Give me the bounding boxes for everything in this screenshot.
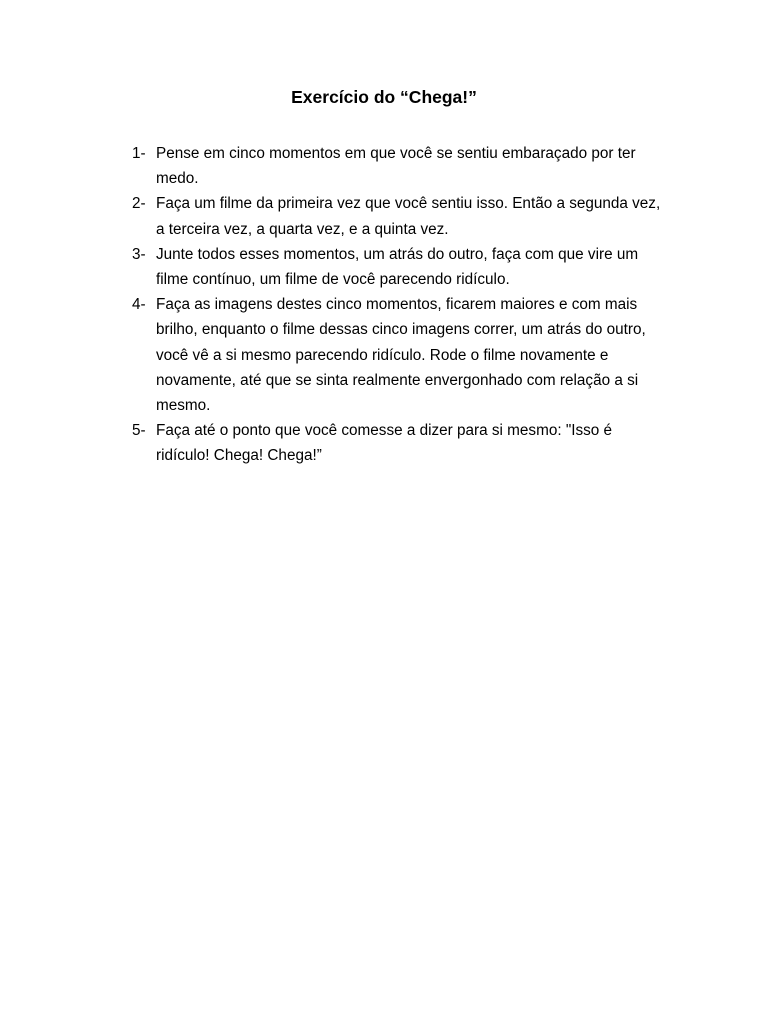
list-item-number: 4- xyxy=(132,296,146,314)
list-item-number: 1- xyxy=(132,145,146,162)
document-title: Exercício do “Chega!” xyxy=(291,87,477,107)
list-item-number: 2- xyxy=(132,195,146,213)
list-item xyxy=(132,141,662,191)
list-item-number: 5- xyxy=(132,422,146,440)
list-item-text: Pense em cinco momentos em que você se sentiu embaraçado por ter medo. xyxy=(156,145,636,188)
list-item-text: Faça as imagens destes cinco momentos, ficarem maiores e com mais brilho, enquanto o filme dessas cinco imagens correr, um atrás do outro, você vê a si mesmo parecendo ridículo. Rode o filme novamente e novamente, até que se sinta realmente envergonhado com relação a si mesmo. xyxy=(156,296,646,415)
list-item xyxy=(132,418,662,468)
list-item xyxy=(132,242,662,292)
list-item-number: 3- xyxy=(132,245,146,263)
list-item xyxy=(132,292,662,418)
list-item xyxy=(132,191,662,241)
list-item-text: Faça até o ponto que você comesse a dizer para si mesmo: "Isso é ridículo! Chega! Chega!” xyxy=(156,422,613,465)
list-item-text: Faça um filme da primeira vez que você sentiu isso. Então a segunda vez, a terceira vez, a quarta vez, e a quinta vez. xyxy=(156,195,661,238)
exercise-list xyxy=(132,141,662,469)
list-item-text: Junte todos esses momentos, um atrás do outro, faça com que vire um filme contínuo, um filme de você parecendo ridículo. xyxy=(156,245,639,289)
